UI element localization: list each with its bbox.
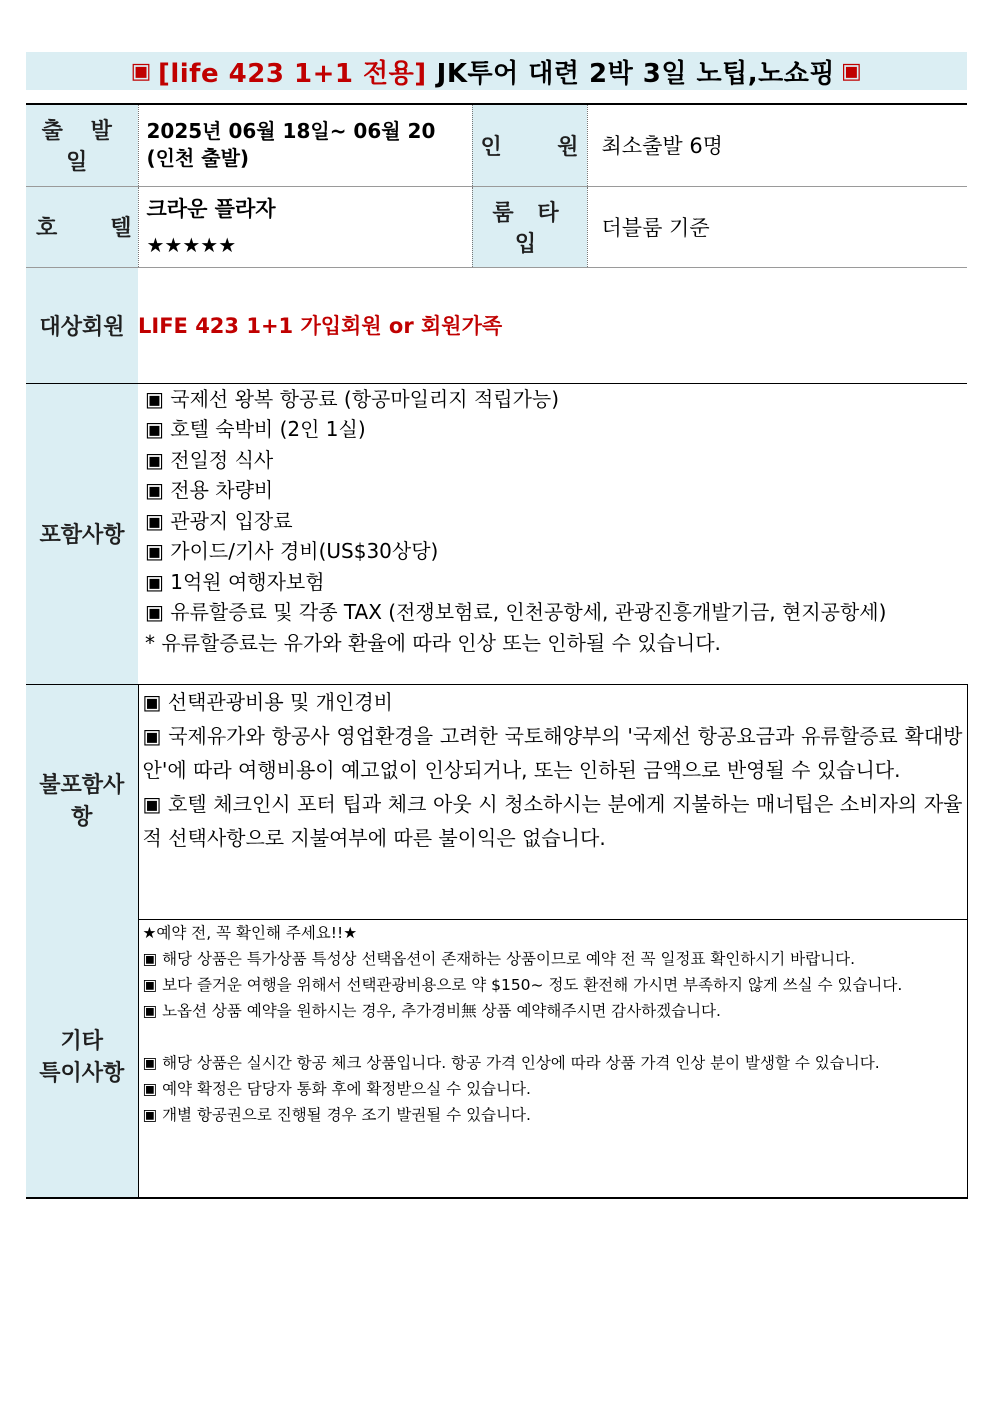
hotel-name: 크라운 플라자	[146, 196, 276, 221]
label-excluded: 불포함사 항	[26, 684, 138, 919]
included-item: ▣ 유류할증료 및 각종 TAX (전쟁보험료, 인천공항세, 관광진흥개발기금, 현지공항세)	[145, 600, 887, 624]
title-red-part: [life 423 1+1 전용]	[157, 58, 427, 89]
misc-item: ▣ 보다 즐거운 여행을 위해서 선택관광비용으로 약 $150~ 정도 환전해 가시면 부족하지 않게 쓰실 수 있습니다.	[142, 975, 903, 994]
misc-item: ▣ 개별 항공권으로 진행될 경우 조기 발권될 수 있습니다.	[142, 1105, 531, 1124]
included-item: ▣ 관광지 입장료	[145, 508, 293, 533]
included-item: ▣ 호텔 숙박비 (2인 1실)	[145, 417, 366, 441]
row-misc	[26, 919, 967, 1198]
excluded-list	[138, 684, 967, 919]
title-marker-left: ▣	[130, 58, 152, 84]
included-item: * 유류할증료는 유가와 환율에 따라 인상 또는 인하될 수 있습니다.	[145, 630, 721, 655]
misc-item: ▣ 해당 상품은 특가상품 특성상 선택옵션이 존재하는 상품이므로 예약 전 꼭 일정표 확인하시기 바랍니다.	[142, 949, 855, 968]
title-main-part: JK투어 대련 2박 3일 노팁,노쇼핑	[436, 58, 836, 89]
misc-list	[138, 919, 967, 1198]
hotel-stars: ★★★★★	[146, 232, 237, 257]
tour-info-sheet	[26, 52, 967, 1199]
label-target: 대상회원	[26, 267, 138, 383]
excluded-item: ▣ 선택관광비용 및 개인경비	[142, 689, 393, 714]
label-misc: 기타 특이사항	[26, 919, 138, 1198]
title-marker-right: ▣	[841, 58, 863, 84]
included-item: ▣ 가이드/기사 경비(US$30상당)	[145, 539, 439, 563]
included-item: ▣ 전일정 식사	[145, 447, 274, 472]
label-people-2: 원	[557, 134, 579, 160]
people-value: 최소출발 6명	[587, 105, 967, 186]
departure-origin: (인천 출발)	[146, 146, 250, 171]
label-room: 룸 타 입	[472, 186, 587, 267]
misc-item: ▣ 해당 상품은 실시간 항공 체크 상품입니다. 항공 가격 인상에 따라 상품 가격 인상 분이 발생할 수 있습니다.	[142, 1053, 880, 1072]
included-list	[138, 383, 967, 684]
target-value: LIFE 423 1+1 가입회원 or 회원가족	[138, 314, 503, 338]
row-excluded	[26, 684, 967, 919]
row-hotel	[26, 186, 967, 267]
info-table	[26, 105, 968, 1199]
misc-spacer	[143, 1024, 963, 1050]
row-target	[26, 267, 967, 383]
hotel-value	[138, 186, 472, 267]
included-item: ▣ 1억원 여행자보험	[145, 569, 325, 594]
label-people-1: 인	[480, 134, 502, 160]
row-included	[26, 383, 967, 684]
page-title	[26, 52, 967, 90]
label-departure: 출 발 일	[26, 105, 138, 186]
departure-value	[138, 105, 472, 186]
label-people	[472, 105, 587, 186]
included-item: ▣ 국제선 왕복 항공료 (항공마일리지 적립가능)	[145, 386, 560, 411]
label-included: 포함사항	[26, 383, 138, 684]
misc-item: ▣ 노옵션 상품 예약을 원하시는 경우, 추가경비無 상품 예약해주시면 감사하겠습니다.	[142, 1001, 721, 1020]
misc-heading: ★예약 전, 꼭 확인해 주세요!!★	[142, 923, 358, 942]
row-departure	[26, 105, 967, 186]
label-hotel: 호 텔	[26, 186, 138, 267]
excluded-item: ▣ 호텔 체크인시 포터 팁과 체크 아웃 시 청소하시는 분에게 지불하는 매너팁은 소비자의 자율적 선택사항으로 지불여부에 따른 불이익은 없습니다.	[142, 791, 963, 850]
excluded-item: ▣ 국제유가와 항공사 영업환경을 고려한 국토해양부의 '국제선 항공요금과 유류할증료 확대방안'에 따라 여행비용이 예고없이 인상되거나, 또는 인하된 금액으로 반영될 수 있습니다.	[142, 723, 963, 782]
included-item: ▣ 전용 차량비	[145, 478, 274, 502]
departure-date: 2025년 06월 18일~ 06월 20	[146, 119, 436, 144]
room-value: 더블룸 기준	[587, 186, 967, 267]
misc-item: ▣ 예약 확정은 담당자 통화 후에 확정받으실 수 있습니다.	[142, 1079, 531, 1098]
